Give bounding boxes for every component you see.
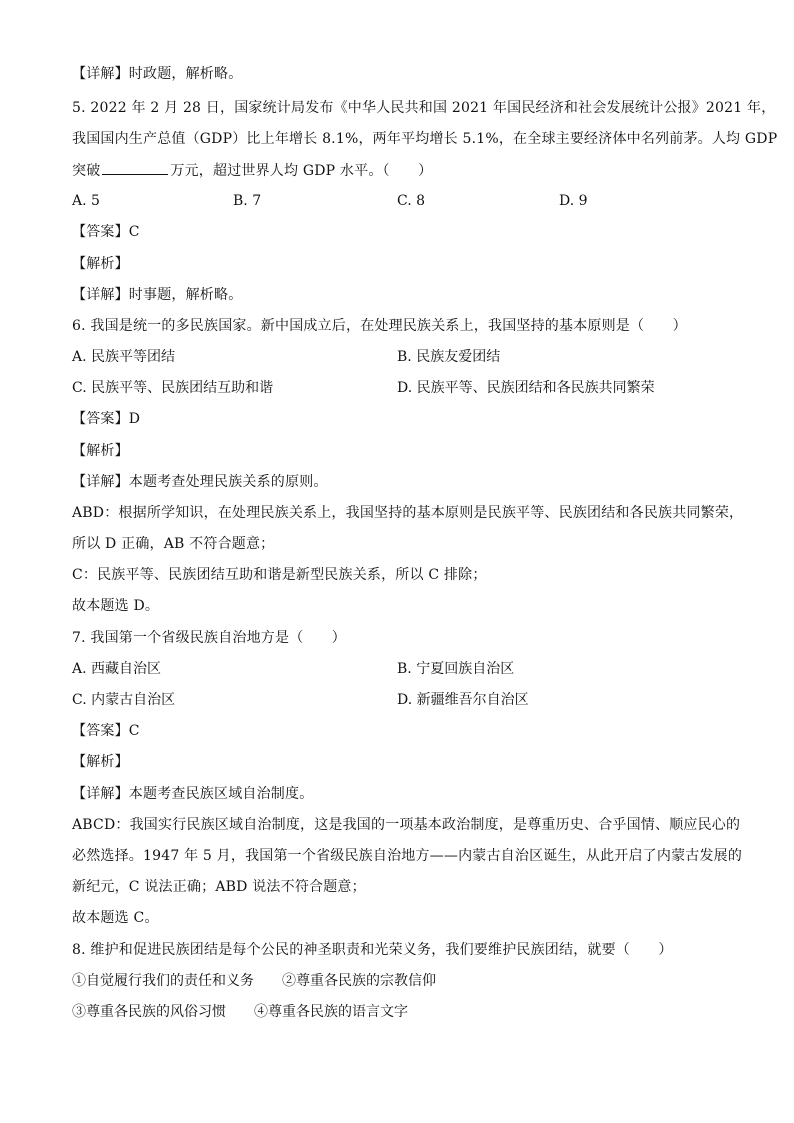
- q5-stem-line3-post: 万元，超过世界人均 GDP 水平。（ ）: [170, 163, 433, 179]
- q6-option-b: B. 民族友爱团结: [397, 349, 501, 365]
- q7-analysis: 【解析】: [72, 754, 129, 770]
- q7-detail-5: 故本题选 C。: [72, 910, 159, 926]
- q8-stem: 8. 维护和促进民族团结是每个公民的神圣职责和光荣义务，我们要维护民族团结，就要（ ）: [72, 942, 673, 958]
- q6-options-row2: [72, 378, 732, 398]
- q5-option-c: C. 8: [397, 193, 426, 209]
- q5-options: [72, 191, 732, 211]
- q7-option-b: B. 宁夏回族自治区: [397, 661, 515, 677]
- q7-detail-1: 【详解】本题考查民族区域自治制度。: [72, 786, 314, 802]
- q7-detail-2: ABCD：我国实行民族区域自治制度，这是我国的一项基本政治制度，是尊重历史、合乎国情、顺应民心的: [72, 817, 741, 833]
- q7-options-row2: [72, 690, 732, 710]
- q5-stem-line2: 我国国内生产总值（GDP）比上年增长 8.1%，两年平均增长 5.1%，在全球主要经济体中名列前茅。人均 GDP: [72, 131, 778, 147]
- q6-detail-1: 【详解】本题考查处理民族关系的原则。: [72, 474, 328, 490]
- q6-detail-4: C：民族平等、民族团结互助和谐是新型民族关系，所以 C 排除；: [72, 567, 487, 583]
- q8-items-row1: [72, 971, 732, 991]
- q6-options-row1: [72, 347, 732, 367]
- q5-stem-line1: 5. 2022 年 2 月 28 日，国家统计局发布《中华人民共和国 2021 年国民经济和社会发展统计公报》2021 年，: [72, 100, 776, 116]
- q8-items-row2: [72, 1002, 732, 1022]
- q7-detail-3: 必然选择。1947 年 5 月，我国第一个省级民族自治地方——内蒙古自治区诞生，从此开启了内蒙古发展的: [72, 848, 743, 864]
- q5-stem-line3-pre: 突破: [72, 163, 101, 179]
- q8-item-3: ③尊重各民族的风俗习惯: [72, 1004, 226, 1020]
- q7-option-c: C. 内蒙古自治区: [72, 692, 176, 708]
- q5-answer: 【答案】C: [72, 224, 140, 240]
- q7-detail-4: 新纪元，C 说法正确；ABD 说法不符合题意；: [72, 879, 366, 895]
- q4-detail: 【详解】时政题，解析略。: [72, 66, 243, 82]
- q7-option-d: D. 新疆维吾尔自治区: [397, 692, 529, 708]
- q5-stem-line3: [72, 160, 432, 181]
- q5-option-b: B. 7: [233, 193, 262, 209]
- fill-in-blank: [102, 160, 168, 175]
- q6-analysis: 【解析】: [72, 443, 129, 459]
- q5-option-a: A. 5: [72, 193, 100, 209]
- q5-option-d: D. 9: [559, 193, 588, 209]
- q7-answer: 【答案】C: [72, 723, 140, 739]
- q8-item-1: ①自觉履行我们的责任和义务: [72, 973, 254, 989]
- q6-stem: 6. 我国是统一的多民族国家。新中国成立后，在处理民族关系上，我国坚持的基本原则是（ ）: [72, 318, 687, 334]
- q6-option-c: C. 民族平等、民族团结互助和谐: [72, 380, 274, 396]
- q8-item-2: ②尊重各民族的宗教信仰: [282, 973, 436, 989]
- q8-item-4: ④尊重各民族的语言文字: [254, 1004, 408, 1020]
- q6-answer: 【答案】D: [72, 411, 141, 427]
- q6-detail-5: 故本题选 D。: [72, 598, 160, 614]
- q6-detail-2: ABD：根据所学知识，在处理民族关系上，我国坚持的基本原则是民族平等、民族团结和各民族共同繁荣，: [72, 505, 744, 521]
- q7-option-a: A. 西藏自治区: [72, 661, 162, 677]
- q7-options-row1: [72, 659, 732, 679]
- q5-analysis: 【解析】: [72, 256, 129, 272]
- q5-detail: 【详解】时事题，解析略。: [72, 287, 243, 303]
- q7-stem: 7. 我国第一个省级民族自治地方是（ ）: [72, 630, 347, 646]
- q6-option-d: D. 民族平等、民族团结和各民族共同繁荣: [397, 380, 655, 396]
- q6-option-a: A. 民族平等团结: [72, 349, 176, 365]
- q6-detail-3: 所以 D 正确，AB 不符合题意；: [72, 536, 275, 552]
